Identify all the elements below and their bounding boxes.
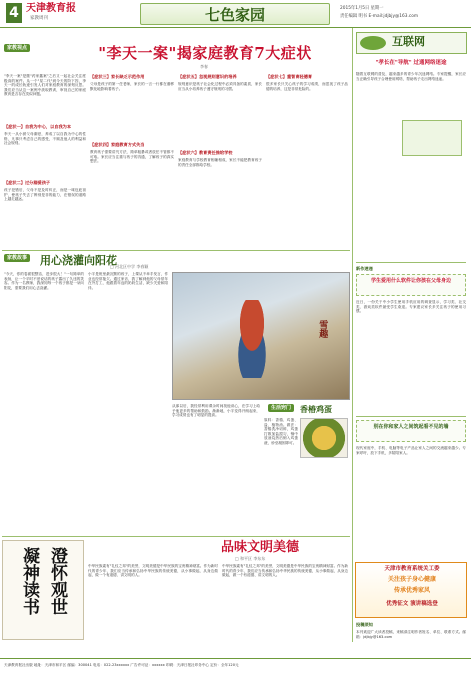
main-article-body-1: 李天一从小被父母溺爱，养成了以自我为中心的性格，凡事只考虑自己的感受，不顾及他人的利益和社会规则。 [4,132,86,146]
advertisement [355,562,467,618]
food-tag: 生活窍门 [268,404,294,412]
internet-item-body: 随着互联网的普及，越来越多的青少年沉迷网络。专家提醒，家长应当正确引导孩子合理使用网络，帮助孩子走出网络迷途。 [356,72,466,81]
main-article-headline: "李天一案"揭家庭教育7大症状 [98,44,312,62]
newspaper-logo: 天津教育报 [26,3,76,14]
main-article-subhead-1: 【症状一】自我为中心，以自我为本 [4,124,72,129]
new-works-body: 近日，一份关于中小学生使用手机应用的调查显示，学习类、社交类、游戏类软件最受学生欢迎。专家建议家长多关注孩子的使用习惯。 [356,300,466,314]
main-article-body-7: 很多家长只关心孩子的学习成绩，而忽视了孩子品德的培养，这是非常危险的。 [266,82,348,91]
main-article-subhead-4: 【症状四】家庭教育方式失当 [90,142,145,147]
food-title: 香椿鸡蛋 [300,404,332,414]
ethics-headline: 品味文明美德 [220,540,299,555]
story-body-1: "今天，你的卷面很整洁，进步很大！"一句简单的表扬，让一个平时不爱说话的孩子露出了久违的笑容。作为一名教师，我深知每一个孩子都是一朵向阳花，需要我们用心去浇灌。 [4,272,84,290]
main-article-subhead-6: 【症状六】教育责任推给学校 [178,150,233,155]
child-figure [228,300,276,378]
page-number: 4 [6,3,22,23]
main-article-subhead-3: 【症状三】家长缺乏示范作用 [90,74,145,79]
notice-title: 投稿须知 [356,622,373,627]
main-article-body-4: 教育孩子需要讲究方法，简单粗暴或者放任不管都不可取。家长应当注重与孩子的沟通，了解孩子的真实想法。 [90,150,174,164]
food-photo [300,418,348,458]
story-byline: □ 河北区中学 李春颖 [110,264,149,269]
issue-date: 2015年1月5日 星期一 [340,6,384,11]
newspaper-edition: 家教周刊 [30,16,48,21]
main-article-subhead-2: 【症状二】过分溺爱孩子 [4,180,51,185]
section-divider-2 [2,536,350,537]
main-article-subhead-7: 【症状七】重智育轻德育 [266,74,313,79]
editor-info: 责任编辑 明书 E-mail:jdjbjy@163.com [340,14,419,19]
footer-text: 天津教育报社出版 地址：天津市和平区 邮编：300041 电话：022-23xxxxxx 广告许可证：xxxxxx 印刷：天津日报社印务中心 定价：全年120元 [4,663,239,667]
new-works-title: 学生爱用什么软件让你孩在父母身边 [370,278,451,284]
ethics-body-2: 中华民族素有"礼仪之邦"的美誉，文明美德是中华民族的宝贵精神财富。作为新时代的青少年，我们应当传承和弘扬中华民族的传统美德，从小事做起，从身边做起，做一个有道德、讲文明的人。 [222,564,348,578]
photo-caption: 雪趣 [317,320,328,338]
ad-title: 天津市教育系统关工委 [384,566,440,572]
family-wall-title: 别在你和家人之间筑起看不见的墙 [373,424,449,430]
food-body: 原料：香椿、鸡蛋、盐、植物油。做法：香椿洗净切碎，鸡蛋打散加盐搅匀，锅中放油烧热后倒入鸡蛋液，炒至凝固即可。 [264,418,298,445]
ethics-body-1: 中华民族素有"礼仪之邦"的美誉，文明美德是中华民族的宝贵精神财富。作为新时代的青少年，我们应当传承和弘扬中华民族的传统美德，从小事做起，从身边做起，做一个有道德、讲文明的人。 [88,564,218,578]
story-headline: 用心浇灌向阳花 [40,254,117,267]
main-article-byline: 李春 [200,64,208,69]
main-article-subhead-5: 【症状五】忽视规则意识的培养 [178,74,237,79]
calligraphy-artwork [2,540,84,640]
main-article-body-2: 孩子犯错后，父母不是及时纠正，而是一味包庇袒护，使孩子失去了辨别是非的能力，在错误的道路上越走越远。 [4,188,86,202]
section-divider [2,250,350,251]
calligraphy-column-2: 凝神读书 [19,547,39,615]
main-article-body-3: 父母是孩子的第一任老师，家长的一言一行都在潜移默化地影响着孩子。 [90,82,174,91]
calligraphy-column-1: 澄怀观世 [47,547,67,615]
story-body-2: 小宇是班里最沉默的孩子，上课从不举手发言，作业也经常拖欠。通过家访，我了解到他的父母常年在外打工，他跟着年迈的奶奶生活，缺少关爱和陪伴。 [88,272,168,290]
story-body-3: 从那以后，我经常利用课余时间找他谈心，在学习上给予他更多的帮助和鼓励。渐渐地，小宇变得开朗起来，学习成绩也有了明显的提高。 [172,404,260,418]
ethics-byline: □ 和平区 李东东 [235,556,266,561]
notice-body: 本刊欢迎广大读者投稿，来稿请注明作者姓名、单位、联系方式。邮箱：jdjbjy@163.com [356,630,466,639]
section-title: 七色家园 [140,3,330,25]
story-tag: 家教故事 [4,254,30,262]
internet-banner-title: 互联网 [392,35,425,48]
family-wall-body: 现代家庭中，手机、电脑等电子产品让家人之间的交流越来越少。专家呼吁，放下手机，多陪陪家人。 [356,446,466,455]
ad-line-1: 关注孩子身心健康 [387,576,436,583]
rc-divider-2 [356,416,466,417]
main-article-tag: 家教视点 [4,44,30,52]
main-article-body-5: 规则意识是孩子社会化过程中必须具备的素质，家长应当从小培养孩子遵守规则的习惯。 [178,82,262,91]
new-works-label: 新作速递 [356,266,373,271]
rc-divider-1 [356,262,466,263]
main-article-intro: "李天一案"是继"药家鑫案"之后又一起社会关注度极高的案件。从一个"星二代"到今天的阶下囚，李天一的成长轨迹引发人们对家庭教育的深刻反思。我们应当从这一案例中汲取教训，审视自己的家庭教育是否存在类似问题。 [4,74,86,97]
illustration-panel [402,120,462,156]
globe-icon [360,36,386,50]
main-article-body-6: 家庭教育与学校教育相辅相成，家长不能把教育孩子的责任全部推给学校。 [178,158,262,167]
page-footer [0,658,471,675]
internet-item-title: "孝长在"导航" 过通网络迷途 [375,60,447,66]
ad-line-3: 优秀征文 演讲稿选登 [386,601,438,607]
ad-line-2: 传承优秀家风 [393,587,430,594]
